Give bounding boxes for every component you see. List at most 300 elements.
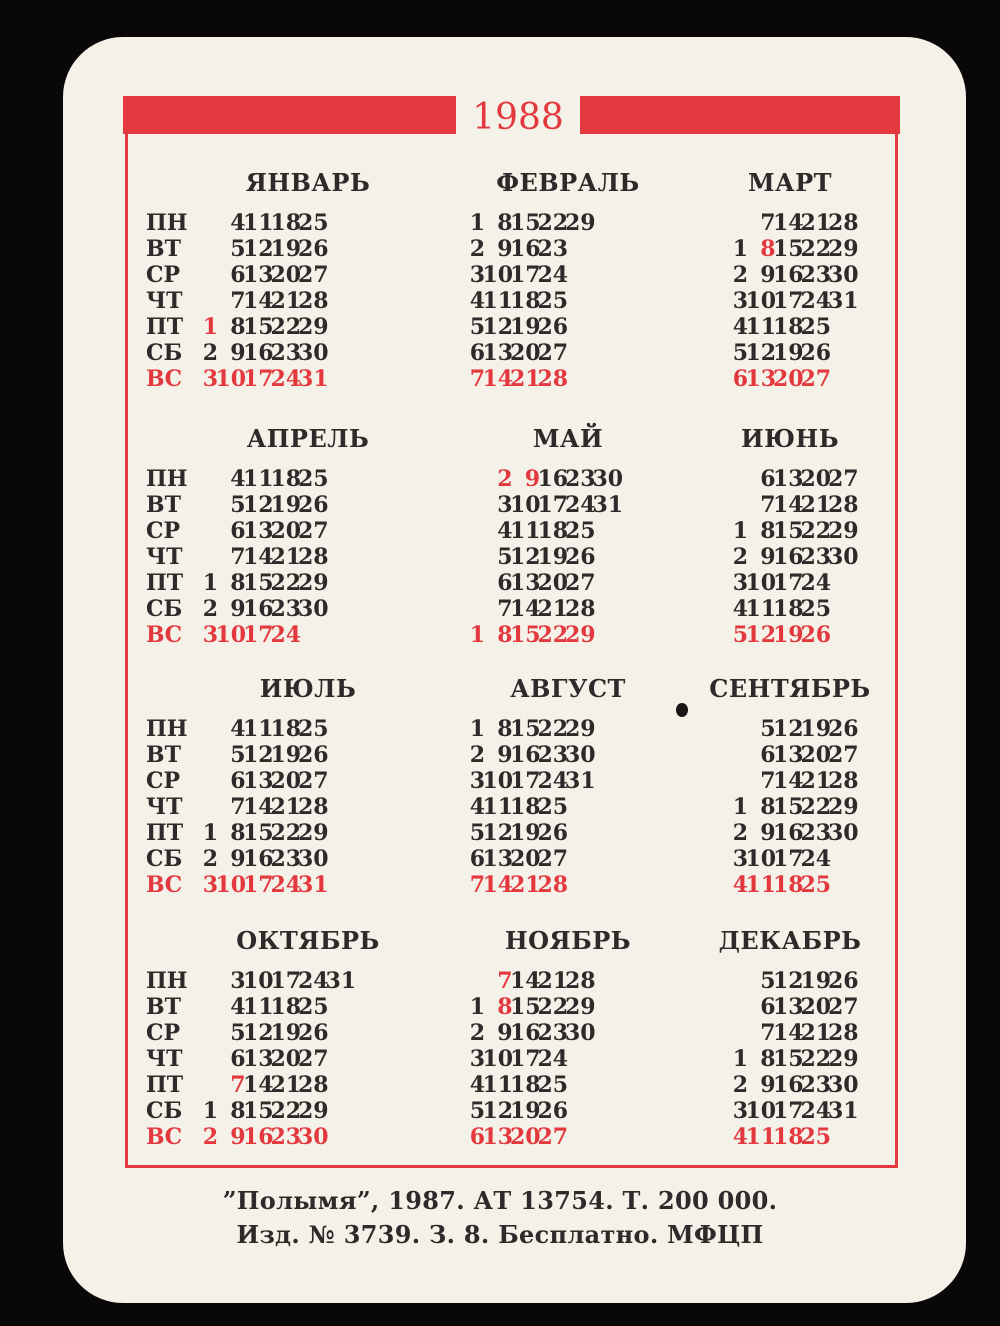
day-cell: 20 [270, 768, 302, 794]
day-cell: 18 [270, 994, 302, 1020]
day-cell: 14 [482, 366, 514, 392]
day-cell: 28 [298, 544, 329, 570]
day-cell: 10 [482, 1046, 514, 1072]
day-cell: 22 [800, 1046, 832, 1072]
day-cell: 17 [537, 492, 569, 518]
day-cell: 24 [537, 1046, 569, 1072]
day-cell: 12 [482, 1098, 514, 1124]
day-cell: 24 [298, 968, 329, 994]
day-cell: 28 [298, 794, 329, 820]
month-name: ДЕКАБРЬ [718, 926, 862, 955]
day-cell: 5 [230, 742, 246, 768]
day-cell: 24 [800, 570, 832, 596]
day-cell: 24 [270, 872, 302, 898]
day-cell: 5 [732, 340, 748, 366]
day-cell: 5 [732, 622, 748, 648]
day-cell: 25 [537, 1072, 569, 1098]
day-cell: 5 [469, 314, 485, 340]
day-cell: 16 [773, 544, 804, 570]
day-cell: 7 [469, 366, 485, 392]
day-cell: 1 [202, 820, 218, 846]
day-cell: 11 [243, 994, 274, 1020]
weekday-label: ВС [146, 622, 183, 648]
day-cell: 13 [482, 340, 514, 366]
day-cell: 29 [565, 994, 596, 1020]
day-cell: 23 [270, 340, 302, 366]
day-cell: 9 [760, 820, 776, 846]
day-cell: 3 [469, 262, 485, 288]
weekday-label: ВТ [146, 492, 181, 518]
day-cell: 15 [510, 716, 541, 742]
day-cell: 26 [537, 314, 569, 340]
day-cell: 25 [298, 994, 329, 1020]
day-cell: 1 [732, 518, 748, 544]
day-cell: 14 [773, 492, 804, 518]
weekday-label: ПН [146, 716, 188, 742]
day-cell: 28 [565, 596, 596, 622]
day-cell: 4 [230, 994, 246, 1020]
month-name: ОКТЯБРЬ [236, 926, 380, 955]
month-name: АПРЕЛЬ [246, 424, 370, 453]
day-cell: 1 [732, 794, 748, 820]
day-cell: 16 [243, 1124, 274, 1150]
month-name: МАЙ [532, 424, 604, 453]
day-cell: 18 [270, 466, 302, 492]
day-cell: 6 [760, 994, 776, 1020]
day-cell: 9 [760, 544, 776, 570]
day-cell: 9 [230, 1124, 246, 1150]
day-cell: 26 [537, 820, 569, 846]
day-cell: 15 [243, 1098, 274, 1124]
month-name: АВГУСТ [510, 674, 626, 703]
day-cell: 20 [270, 1046, 302, 1072]
day-cell: 26 [828, 968, 859, 994]
day-cell: 23 [270, 846, 302, 872]
day-cell: 4 [732, 314, 748, 340]
day-cell: 6 [469, 1124, 485, 1150]
day-cell: 18 [773, 314, 804, 340]
day-cell: 1 [202, 314, 218, 340]
day-cell: 2 [469, 1020, 485, 1046]
day-cell: 10 [482, 768, 514, 794]
day-cell: 31 [828, 1098, 859, 1124]
day-cell: 23 [537, 1020, 569, 1046]
day-cell: 23 [800, 262, 832, 288]
day-cell: 13 [773, 994, 804, 1020]
day-cell: 3 [202, 622, 218, 648]
weekday-label: ЧТ [146, 544, 183, 570]
day-cell: 22 [537, 622, 569, 648]
day-cell: 3 [732, 288, 748, 314]
day-cell: 26 [298, 742, 329, 768]
year-title: 1988 [472, 97, 564, 138]
weekday-label: СР [146, 262, 181, 288]
day-cell: 30 [565, 1020, 596, 1046]
day-cell: 8 [760, 1046, 776, 1072]
weekday-label: ВС [146, 366, 183, 392]
day-cell: 29 [298, 570, 329, 596]
day-cell: 7 [760, 768, 776, 794]
day-cell: 2 [469, 236, 485, 262]
day-cell: 28 [537, 872, 569, 898]
weekday-label: ПТ [146, 1072, 184, 1098]
weekday-label: ВТ [146, 742, 181, 768]
day-cell: 21 [270, 1072, 302, 1098]
day-cell: 19 [510, 314, 541, 340]
day-cell: 31 [325, 968, 357, 994]
day-cell: 9 [497, 236, 513, 262]
day-cell: 4 [732, 1124, 748, 1150]
day-cell: 6 [760, 742, 776, 768]
day-cell: 14 [482, 872, 514, 898]
weekday-label: ЧТ [146, 288, 183, 314]
day-cell: 18 [510, 794, 541, 820]
day-cell: 31 [592, 492, 624, 518]
day-cell: 5 [230, 492, 246, 518]
day-cell: 3 [202, 366, 218, 392]
day-cell: 26 [298, 236, 329, 262]
day-cell: 11 [745, 1124, 777, 1150]
day-cell: 23 [270, 596, 302, 622]
day-cell: 11 [482, 1072, 514, 1098]
day-cell: 15 [773, 1046, 804, 1072]
day-cell: 8 [230, 1098, 246, 1124]
day-cell: 16 [510, 1020, 541, 1046]
day-cell: 19 [773, 340, 804, 366]
day-cell: 1 [469, 622, 485, 648]
day-cell: 27 [298, 518, 329, 544]
day-cell: 30 [565, 742, 596, 768]
day-cell: 17 [773, 570, 804, 596]
day-cell: 20 [800, 994, 832, 1020]
day-cell: 19 [800, 968, 832, 994]
day-cell: 19 [800, 716, 832, 742]
day-cell: 8 [230, 570, 246, 596]
day-cell: 27 [537, 340, 569, 366]
day-cell: 17 [773, 288, 804, 314]
day-cell: 17 [510, 768, 541, 794]
day-cell: 30 [828, 1072, 859, 1098]
day-cell: 22 [270, 1098, 302, 1124]
day-cell: 27 [828, 994, 859, 1020]
day-cell: 13 [745, 366, 777, 392]
day-cell: 8 [230, 314, 246, 340]
day-cell: 2 [732, 1072, 748, 1098]
day-cell: 7 [230, 544, 246, 570]
day-cell: 25 [537, 794, 569, 820]
day-cell: 1 [469, 716, 485, 742]
day-cell: 4 [469, 794, 485, 820]
day-cell: 9 [524, 466, 540, 492]
day-cell: 17 [510, 1046, 541, 1072]
day-cell: 15 [243, 570, 274, 596]
day-cell: 29 [565, 210, 596, 236]
day-cell: 20 [510, 340, 541, 366]
day-cell: 4 [732, 872, 748, 898]
day-cell: 16 [537, 466, 569, 492]
day-cell: 7 [497, 596, 513, 622]
day-cell: 29 [828, 794, 859, 820]
day-cell: 16 [243, 846, 274, 872]
day-cell: 28 [537, 366, 569, 392]
day-cell: 12 [243, 1020, 274, 1046]
day-cell: 10 [215, 872, 247, 898]
day-cell: 12 [773, 968, 804, 994]
day-cell: 19 [773, 622, 804, 648]
day-cell: 11 [482, 794, 514, 820]
day-cell: 27 [537, 1124, 569, 1150]
day-cell: 30 [298, 1124, 329, 1150]
day-cell: 10 [745, 288, 777, 314]
day-cell: 19 [270, 492, 302, 518]
day-cell: 26 [298, 492, 329, 518]
day-cell: 8 [230, 820, 246, 846]
day-cell: 8 [497, 210, 513, 236]
day-cell: 17 [773, 1098, 804, 1124]
day-cell: 13 [773, 742, 804, 768]
day-cell: 23 [537, 236, 569, 262]
day-cell: 5 [230, 1020, 246, 1046]
day-cell: 24 [800, 846, 832, 872]
day-cell: 3 [497, 492, 513, 518]
day-cell: 9 [497, 742, 513, 768]
day-cell: 16 [243, 596, 274, 622]
day-cell: 12 [482, 314, 514, 340]
day-cell: 10 [215, 366, 247, 392]
day-cell: 30 [828, 544, 859, 570]
day-cell: 23 [800, 544, 832, 570]
day-cell: 27 [828, 742, 859, 768]
day-cell: 25 [800, 872, 832, 898]
paper-speck [676, 703, 688, 717]
day-cell: 24 [565, 492, 596, 518]
weekday-label: ПН [146, 210, 188, 236]
day-cell: 10 [482, 262, 514, 288]
day-cell: 29 [565, 716, 596, 742]
day-cell: 8 [760, 236, 776, 262]
day-cell: 29 [828, 236, 859, 262]
weekday-label: СР [146, 768, 181, 794]
weekday-label: СБ [146, 846, 183, 872]
day-cell: 6 [230, 768, 246, 794]
day-cell: 27 [537, 846, 569, 872]
day-cell: 16 [510, 742, 541, 768]
day-cell: 5 [230, 236, 246, 262]
day-cell: 7 [760, 210, 776, 236]
day-cell: 7 [469, 872, 485, 898]
day-cell: 2 [469, 742, 485, 768]
day-cell: 20 [800, 466, 832, 492]
day-cell: 26 [800, 340, 832, 366]
footer-line-2: Изд. № 3739. З. 8. Бесплатно. МФЦП [236, 1220, 764, 1249]
day-cell: 8 [497, 716, 513, 742]
day-cell: 26 [800, 622, 832, 648]
day-cell: 29 [828, 518, 859, 544]
day-cell: 13 [243, 1046, 274, 1072]
weekday-label: ПН [146, 466, 188, 492]
day-cell: 12 [243, 236, 274, 262]
day-cell: 21 [510, 872, 541, 898]
day-cell: 27 [298, 768, 329, 794]
weekday-label: ПТ [146, 820, 184, 846]
weekday-label: ПН [146, 968, 188, 994]
day-cell: 23 [565, 466, 596, 492]
day-cell: 13 [243, 768, 274, 794]
day-cell: 17 [243, 872, 274, 898]
month-name: МАРТ [747, 168, 833, 197]
day-cell: 24 [270, 366, 302, 392]
day-cell: 13 [243, 262, 274, 288]
day-cell: 11 [745, 314, 777, 340]
day-cell: 30 [592, 466, 624, 492]
day-cell: 17 [243, 366, 274, 392]
day-cell: 24 [800, 288, 832, 314]
day-cell: 9 [760, 1072, 776, 1098]
day-cell: 7 [230, 1072, 246, 1098]
day-cell: 21 [537, 596, 569, 622]
day-cell: 6 [469, 340, 485, 366]
day-cell: 24 [537, 768, 569, 794]
day-cell: 31 [565, 768, 596, 794]
day-cell: 12 [243, 742, 274, 768]
day-cell: 24 [800, 1098, 832, 1124]
day-cell: 2 [202, 1124, 218, 1150]
month-name: СЕНТЯБРЬ [709, 674, 871, 703]
day-cell: 15 [773, 236, 804, 262]
day-cell: 28 [828, 210, 859, 236]
day-cell: 15 [510, 994, 541, 1020]
weekday-label: СР [146, 1020, 181, 1046]
weekday-label: СР [146, 518, 181, 544]
weekday-label: ВС [146, 872, 183, 898]
day-cell: 27 [565, 570, 596, 596]
day-cell: 26 [828, 716, 859, 742]
day-cell: 14 [243, 288, 274, 314]
weekday-label: ЧТ [146, 1046, 183, 1072]
day-cell: 14 [510, 968, 541, 994]
day-cell: 30 [828, 262, 859, 288]
day-cell: 4 [732, 596, 748, 622]
day-cell: 2 [202, 846, 218, 872]
month-name: НОЯБРЬ [504, 926, 632, 955]
day-cell: 7 [760, 1020, 776, 1046]
day-cell: 23 [800, 820, 832, 846]
day-cell: 3 [732, 1098, 748, 1124]
day-cell: 25 [565, 518, 596, 544]
day-cell: 20 [270, 518, 302, 544]
day-cell: 2 [202, 596, 218, 622]
day-cell: 2 [497, 466, 513, 492]
weekday-label: СБ [146, 596, 183, 622]
weekday-label: СБ [146, 1098, 183, 1124]
day-cell: 12 [243, 492, 274, 518]
day-cell: 19 [270, 742, 302, 768]
day-cell: 17 [270, 968, 302, 994]
day-cell: 21 [270, 544, 302, 570]
day-cell: 5 [469, 820, 485, 846]
day-cell: 14 [773, 768, 804, 794]
day-cell: 4 [469, 1072, 485, 1098]
day-cell: 7 [230, 794, 246, 820]
day-cell: 28 [298, 1072, 329, 1098]
day-cell: 23 [537, 742, 569, 768]
day-cell: 17 [243, 622, 274, 648]
day-cell: 18 [270, 210, 302, 236]
day-cell: 30 [298, 340, 329, 366]
day-cell: 10 [215, 622, 247, 648]
day-cell: 29 [298, 820, 329, 846]
day-cell: 29 [565, 622, 596, 648]
day-cell: 24 [270, 622, 302, 648]
day-cell: 18 [537, 518, 569, 544]
weekday-label: ВТ [146, 994, 181, 1020]
day-cell: 21 [270, 794, 302, 820]
day-cell: 17 [773, 846, 804, 872]
day-cell: 12 [482, 820, 514, 846]
day-cell: 18 [773, 872, 804, 898]
day-cell: 8 [760, 518, 776, 544]
weekday-label: ПТ [146, 314, 184, 340]
day-cell: 21 [800, 492, 832, 518]
day-cell: 21 [510, 366, 541, 392]
day-cell: 3 [469, 1046, 485, 1072]
day-cell: 22 [537, 994, 569, 1020]
day-cell: 13 [243, 518, 274, 544]
day-cell: 11 [510, 518, 541, 544]
day-cell: 3 [732, 570, 748, 596]
month-name: ИЮНЬ [740, 424, 840, 453]
day-cell: 2 [732, 544, 748, 570]
day-cell: 3 [202, 872, 218, 898]
day-cell: 6 [760, 466, 776, 492]
day-cell: 2 [202, 340, 218, 366]
day-cell: 10 [243, 968, 274, 994]
day-cell: 25 [537, 288, 569, 314]
day-cell: 31 [298, 872, 329, 898]
day-cell: 22 [800, 236, 832, 262]
day-cell: 10 [745, 570, 777, 596]
day-cell: 21 [800, 1020, 832, 1046]
weekday-label: ВС [146, 1124, 183, 1150]
day-cell: 14 [243, 1072, 274, 1098]
day-cell: 27 [800, 366, 832, 392]
day-cell: 11 [243, 716, 274, 742]
day-cell: 6 [469, 846, 485, 872]
footer-line-1: ”Полымя”, 1987. АТ 13754. Т. 200 000. [222, 1186, 778, 1215]
day-cell: 14 [510, 596, 541, 622]
day-cell: 30 [298, 846, 329, 872]
day-cell: 6 [230, 518, 246, 544]
day-cell: 20 [270, 262, 302, 288]
day-cell: 22 [537, 716, 569, 742]
day-cell: 22 [270, 570, 302, 596]
day-cell: 25 [298, 716, 329, 742]
day-cell: 31 [298, 366, 329, 392]
day-cell: 7 [760, 492, 776, 518]
day-cell: 3 [732, 846, 748, 872]
day-cell: 21 [800, 210, 832, 236]
day-cell: 7 [230, 288, 246, 314]
weekday-label: СБ [146, 340, 183, 366]
day-cell: 21 [800, 768, 832, 794]
day-cell: 5 [497, 544, 513, 570]
day-cell: 28 [828, 768, 859, 794]
day-cell: 22 [800, 794, 832, 820]
day-cell: 22 [800, 518, 832, 544]
day-cell: 23 [800, 1072, 832, 1098]
day-cell: 1 [469, 994, 485, 1020]
day-cell: 20 [537, 570, 569, 596]
